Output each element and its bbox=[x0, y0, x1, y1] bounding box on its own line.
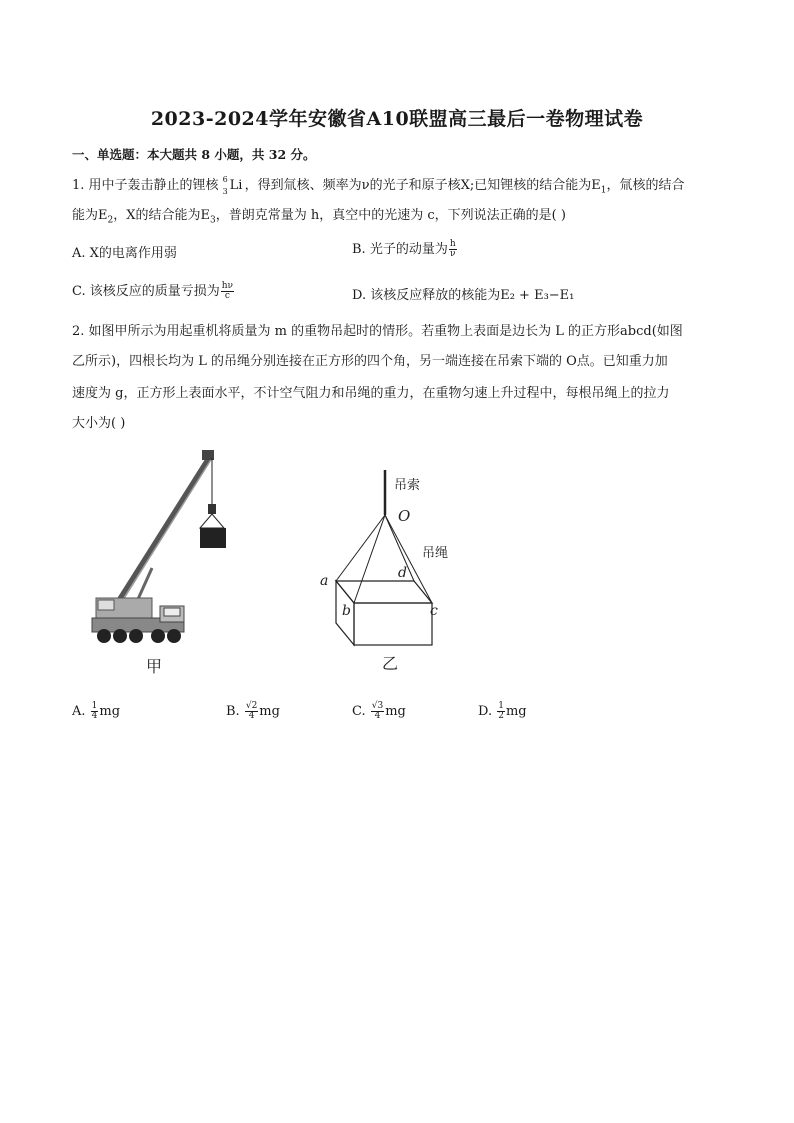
q1-option-a[interactable]: A. X的电离作用弱 bbox=[72, 246, 177, 261]
box-front-face bbox=[354, 603, 432, 645]
fraction-num: √2 bbox=[245, 701, 258, 711]
q2-line2: 乙所示)，四根长均为 L 的吊绳分别连接在正方形的四个角，另一端连接在吊索下端的 O点。已知重力加 bbox=[72, 354, 668, 369]
q2-line1: 2. 如图甲所示为用起重机将质量为 m 的重物吊起时的情形。若重物上表面是边长为 L 的正方形abcd(如图 bbox=[72, 324, 683, 339]
q1-option-b-label: B. 光子的动量为 bbox=[352, 242, 448, 257]
e2-sub: 2 bbox=[107, 215, 114, 226]
fraction bbox=[221, 282, 234, 301]
fraction-num: hν bbox=[221, 281, 234, 291]
q1-line2 bbox=[72, 206, 566, 231]
q1-line2-c: ，普朗克常量为 h，真空中的光速为 c，下列说法正确的是( ) bbox=[215, 208, 566, 223]
label-a: a bbox=[320, 573, 329, 589]
option-unit: mg bbox=[259, 704, 280, 719]
option-unit: mg bbox=[99, 704, 121, 719]
fraction-den: 2 bbox=[498, 711, 504, 721]
rope-b bbox=[354, 515, 385, 603]
isotope-charge: 3 bbox=[222, 187, 228, 196]
figure-caption-jia: 甲 bbox=[146, 657, 163, 676]
fraction-den: 4 bbox=[248, 711, 255, 721]
q1-line2-b: ，X的结合能为E bbox=[113, 208, 210, 223]
q1-option-c[interactable] bbox=[72, 282, 235, 302]
crane-figure bbox=[88, 448, 228, 678]
fraction-den: ν bbox=[449, 249, 456, 259]
q2-line4: 大小为( ) bbox=[72, 416, 126, 431]
fraction bbox=[371, 702, 384, 721]
fraction-den: 4 bbox=[374, 711, 381, 721]
lithium-isotope bbox=[223, 176, 245, 196]
wheel bbox=[113, 629, 127, 643]
isotope-mass: 6 bbox=[222, 175, 228, 184]
q2-option-c[interactable] bbox=[352, 702, 406, 722]
label-o: O bbox=[398, 507, 411, 525]
q1-option-d[interactable]: D. 该核反应释放的核能为E₂ + E₃−E₁ bbox=[352, 288, 575, 303]
option-unit: mg bbox=[385, 704, 406, 719]
figure-caption-yi: 乙 bbox=[382, 654, 399, 673]
page-title: 2023-2024学年安徽省A10联盟高三最后一卷物理试卷 bbox=[150, 108, 644, 130]
crane-boom-edge bbox=[118, 458, 212, 608]
fraction-num: 1 bbox=[91, 701, 98, 711]
q1-line2-a: 能为E bbox=[72, 208, 108, 223]
fraction bbox=[449, 240, 457, 259]
wheel bbox=[97, 629, 111, 643]
e3-sub: 3 bbox=[209, 215, 216, 226]
wheel bbox=[151, 629, 165, 643]
q1-text-a: 1. 用中子轰击静止的锂核 bbox=[72, 178, 223, 193]
q2-option-d[interactable] bbox=[478, 702, 527, 722]
fraction-num: √3 bbox=[371, 701, 384, 711]
fraction-num: h bbox=[449, 239, 456, 249]
q2-line3: 速度为 g，正方形上表面水平，不计空气阻力和吊绳的重力，在重物匀速上升过程中，每根吊绳上的拉力 bbox=[72, 386, 670, 401]
fraction bbox=[91, 702, 99, 721]
truck-window bbox=[164, 608, 180, 616]
crane-load bbox=[200, 528, 226, 548]
fraction-den: 4 bbox=[91, 711, 98, 721]
e1-sub: 1 bbox=[600, 185, 607, 196]
q1-text-c: ，氚核的结合 bbox=[606, 178, 685, 193]
box-diagram bbox=[312, 465, 482, 680]
wheel bbox=[129, 629, 143, 643]
crane-hook bbox=[208, 504, 216, 514]
label-cable: 吊索 bbox=[394, 478, 421, 493]
fraction bbox=[497, 702, 505, 721]
option-unit: mg bbox=[505, 704, 527, 719]
q2-option-a[interactable] bbox=[72, 702, 120, 722]
label-b: b bbox=[342, 603, 351, 619]
fraction-num: 1 bbox=[498, 701, 504, 711]
section-header: 一、单选题：本大题共 8 小题，共 32 分。 bbox=[72, 147, 316, 162]
isotope-symbol: Li bbox=[229, 178, 243, 193]
fraction-den: c bbox=[224, 291, 230, 301]
wheel bbox=[167, 629, 181, 643]
option-letter: A. bbox=[72, 704, 86, 719]
label-rope: 吊绳 bbox=[422, 546, 449, 561]
q1-text-b: ，得到氚核、频率为ν的光子和原子核X;已知锂核的结合能为E bbox=[244, 178, 601, 193]
q1-option-b[interactable] bbox=[352, 240, 458, 260]
q1-line1 bbox=[72, 176, 684, 201]
hook-slings bbox=[200, 514, 224, 528]
option-letter: D. bbox=[478, 704, 493, 719]
rope-a bbox=[336, 515, 385, 581]
label-c: c bbox=[430, 603, 438, 619]
q2-option-b[interactable] bbox=[226, 702, 280, 722]
fraction bbox=[245, 702, 258, 721]
label-d: d bbox=[398, 565, 407, 581]
crane-cab bbox=[98, 600, 114, 610]
option-letter: B. bbox=[226, 704, 240, 719]
option-letter: C. bbox=[352, 704, 366, 719]
box-top-face bbox=[336, 581, 432, 603]
crane-boom bbox=[114, 456, 210, 608]
q1-option-c-label: C. 该核反应的质量亏损为 bbox=[72, 284, 220, 299]
